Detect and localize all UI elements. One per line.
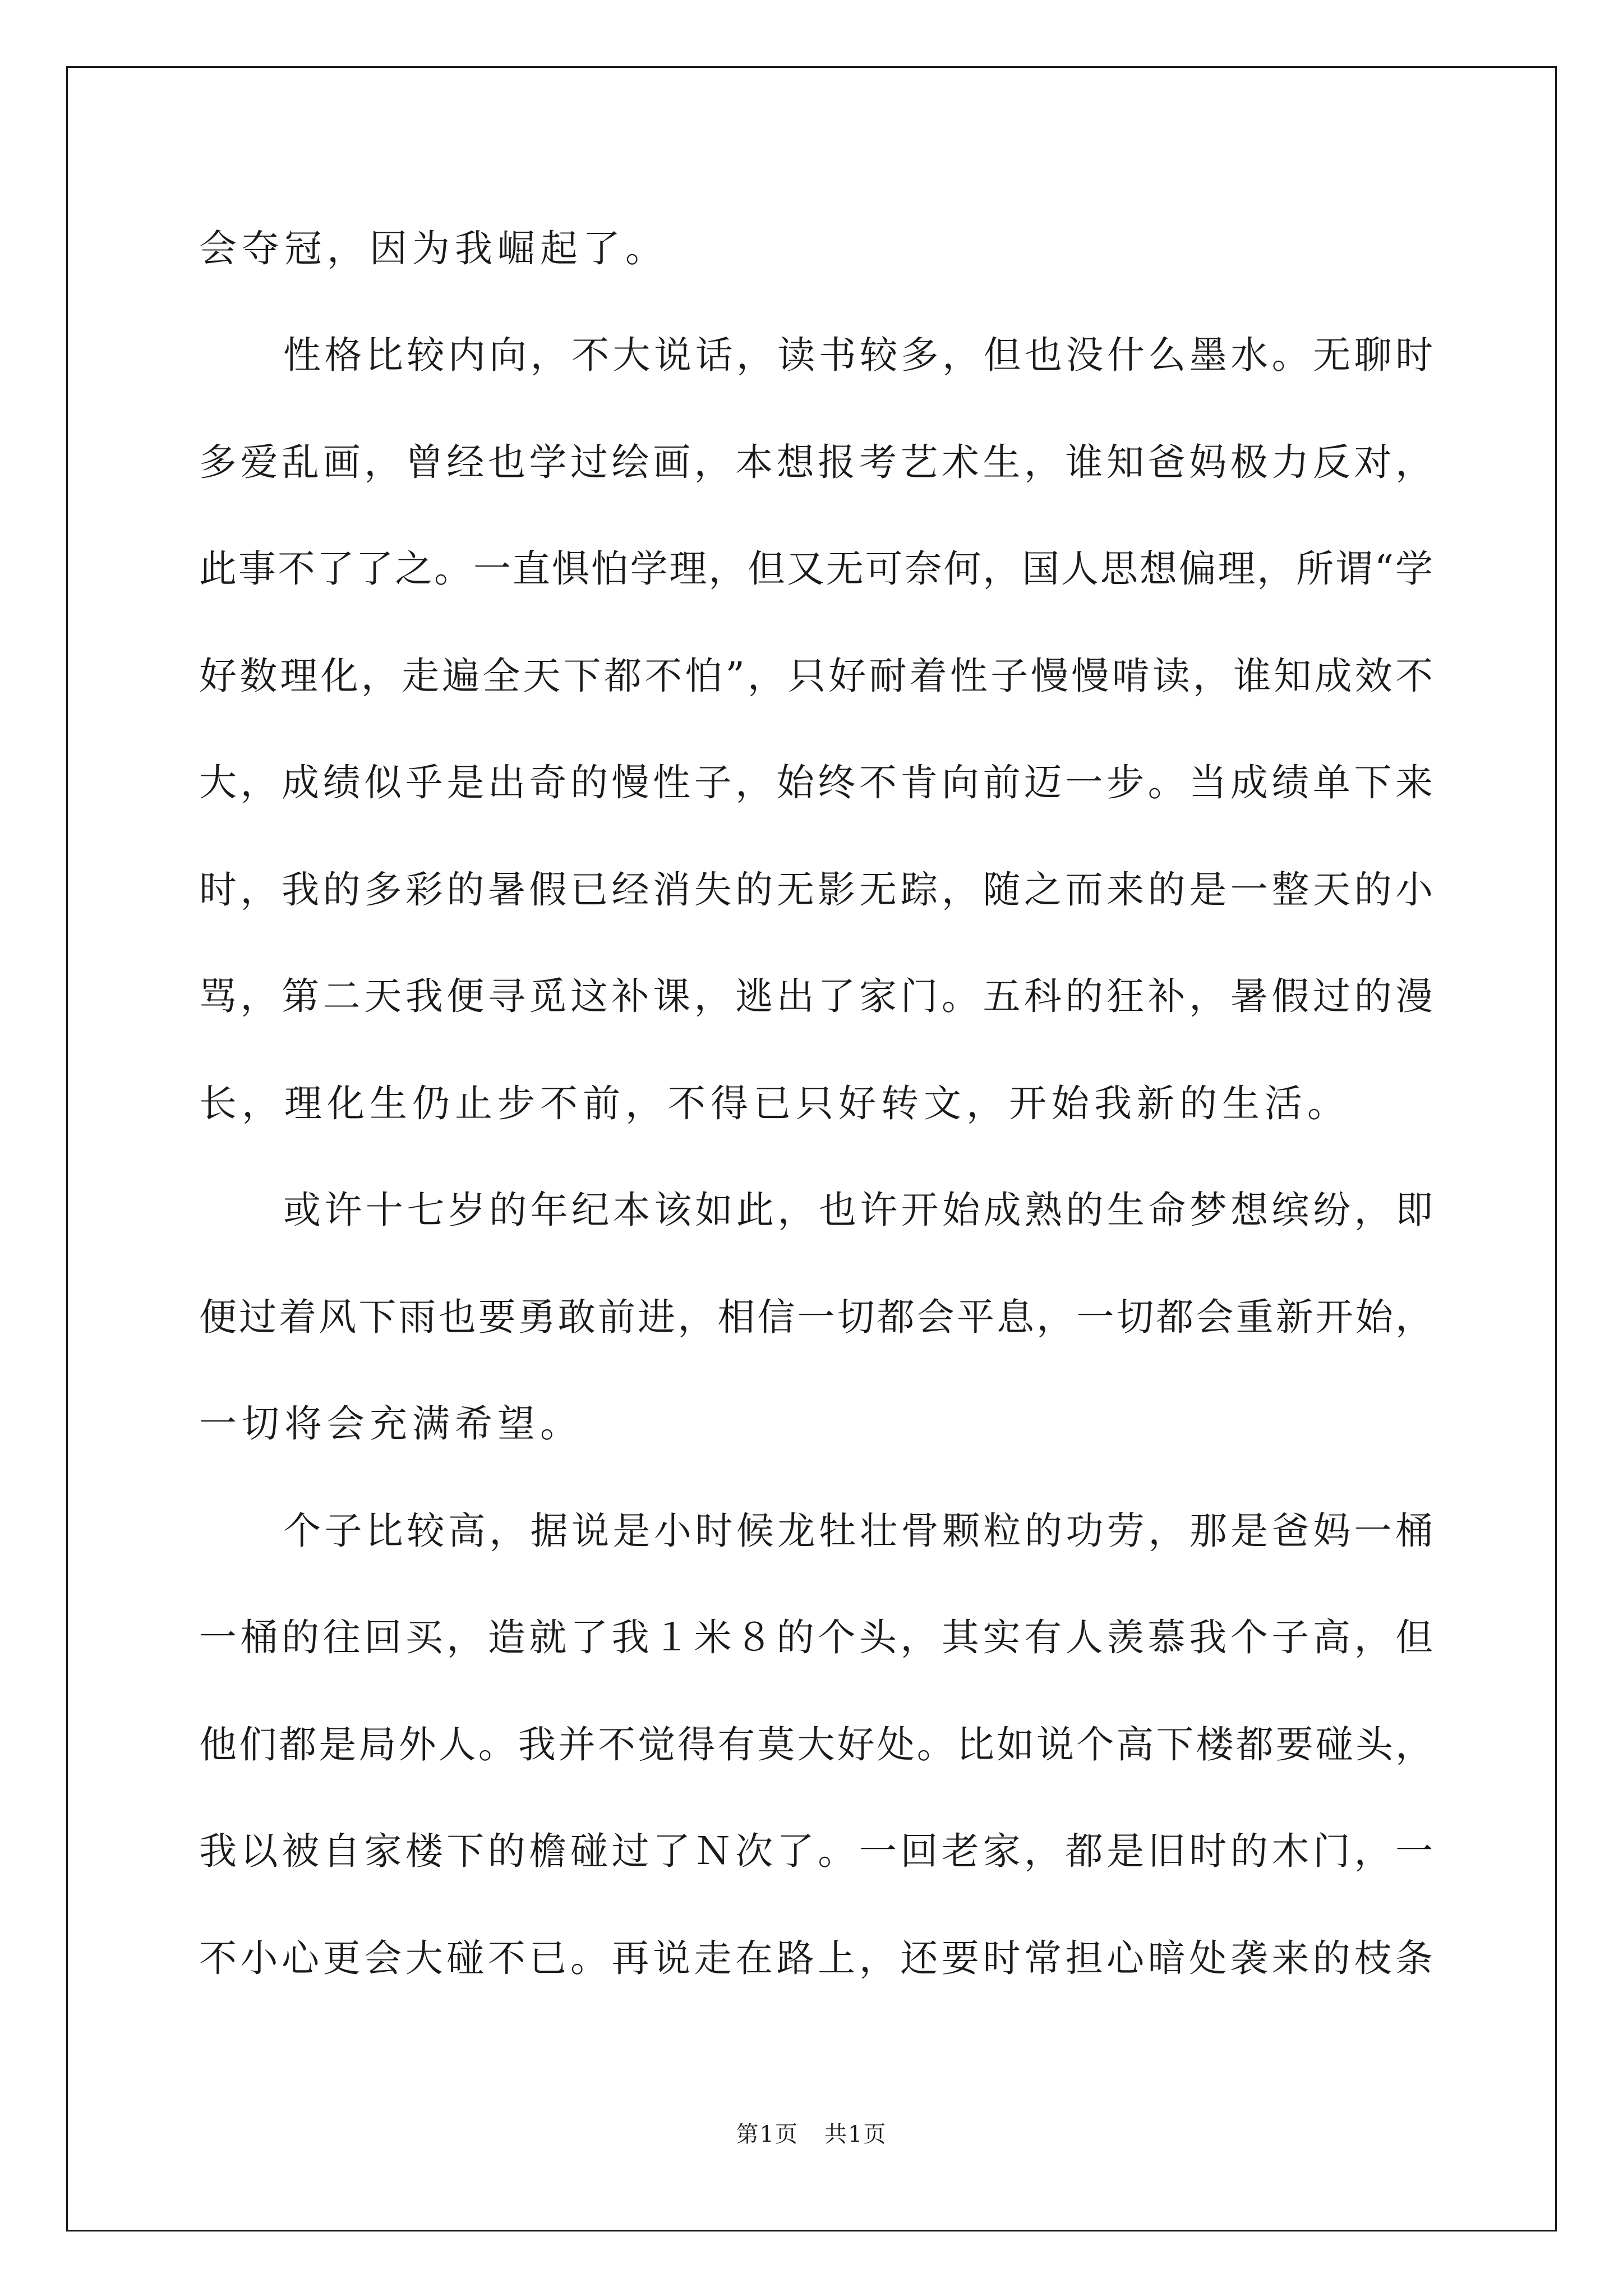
page-border	[66, 66, 1557, 2231]
text-line: 他们都是局外人。我并不觉得有莫大好处。比如说个高下楼都要碰头，	[199, 1723, 1433, 1766]
text-line: 不小心更会大碰不已。再说走在路上，还要时常担心暗处袭来的枝条	[199, 1936, 1433, 1980]
text-line: 便过着风下雨也要勇敢前进，相信一切都会平息，一切都会重新开始，	[199, 1295, 1433, 1339]
page-total: 共1页	[824, 2122, 887, 2147]
text-line: 一切将会充满希望。	[199, 1402, 583, 1446]
text-line: 性格比较内向，不大说话，读书较多，但也没什么墨水。无聊时	[283, 333, 1433, 377]
text-line: 我以被自家楼下的檐碰过了Ｎ次了。一回老家，都是旧时的木门，一	[199, 1829, 1433, 1873]
text-line: 多爱乱画，曾经也学过绘画，本想报考艺术生，谁知爸妈极力反对，	[199, 440, 1433, 484]
text-line: 长，理化生仍止步不前，不得已只好转文，开始我新的生活。	[199, 1082, 1350, 1125]
text-line: 一桶的往回买，造就了我１米８的个头，其实有人羡慕我个子高，但	[199, 1616, 1433, 1659]
page-number: 第1页	[736, 2122, 799, 2147]
text-line: 好数理化，走遍全天下都不怕”，只好耐着性子慢慢啃读，谁知成效不	[199, 654, 1433, 698]
text-line: 骂，第二天我便寻觅这补课，逃出了家门。五科的狂补，暑假过的漫	[199, 974, 1433, 1018]
text-line: 或许十七岁的年纪本该如此，也许开始成熟的生命梦想缤纷，即	[283, 1188, 1433, 1232]
text-line: 此事不了了之。一直惧怕学理，但又无可奈何，国人思想偏理，所谓“学	[199, 547, 1433, 591]
text-line: 时，我的多彩的暑假已经消失的无影无踪，随之而来的是一整天的小	[199, 868, 1433, 912]
text-line: 大，成绩似乎是出奇的慢性子，始终不肯向前迈一步。当成绩单下来	[199, 761, 1433, 804]
text-line: 会夺冠，因为我崛起了。	[199, 227, 668, 270]
text-line: 个子比较高，据说是小时候龙牡壮骨颗粒的功劳，那是爸妈一桶	[283, 1509, 1433, 1553]
page-footer	[0, 2123, 1623, 2146]
